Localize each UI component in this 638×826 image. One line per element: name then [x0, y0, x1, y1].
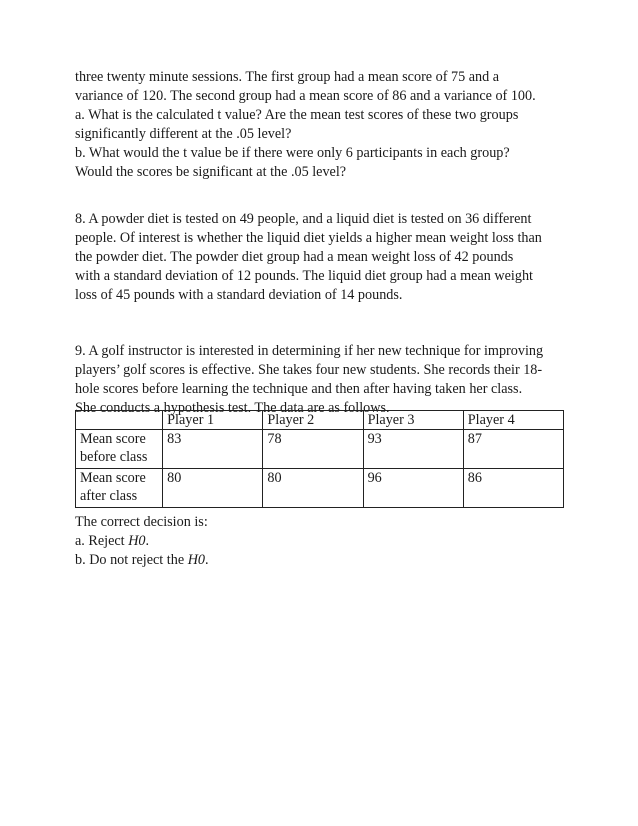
question-7-line: Would the scores be significant at the .05 level?: [75, 164, 347, 180]
question-8-line: loss of 45 pounds with a standard deviation of 14 pounds.: [75, 287, 403, 303]
table-header-cell: [76, 411, 163, 430]
question-9-line: 9. A golf instructor is interested in determining if her new technique for improving: [75, 343, 544, 359]
question-7-line: significantly different at the .05 level?: [75, 126, 292, 142]
row-label-line: after class: [80, 488, 138, 504]
question-7-line: three twenty minute sessions. The first group had a mean score of 75 and a: [75, 69, 500, 85]
table-row: [76, 430, 564, 469]
null-hypothesis-term: H0: [128, 533, 146, 549]
question-7-continuation: [75, 68, 575, 182]
table-header-cell: Player 3: [363, 411, 463, 430]
table-cell: 87: [463, 430, 563, 469]
table-cell: 93: [363, 430, 463, 469]
option-b-prefix: b. Do not reject the: [75, 552, 188, 568]
option-a-suffix: .: [145, 533, 150, 549]
table-cell: 86: [463, 469, 563, 508]
null-hypothesis-term: H0: [187, 552, 206, 568]
question-7-line: b. What would the t value be if there were only 6 participants in each group?: [75, 145, 510, 161]
question-7-line: variance of 120. The second group had a mean score of 86 and a variance of 100.: [75, 88, 536, 104]
question-8: [75, 210, 575, 305]
question-9: [75, 342, 575, 418]
table-cell: 80: [163, 469, 263, 508]
table-row: [76, 469, 564, 508]
table-cell: 80: [263, 469, 363, 508]
option-a-prefix: a. Reject: [75, 533, 129, 549]
row-label-cell: [76, 430, 163, 469]
decision-option-b: [75, 551, 575, 570]
option-b-suffix: .: [205, 552, 209, 568]
row-label-cell: [76, 469, 163, 508]
row-label-line: Mean score: [80, 431, 146, 447]
question-8-line: 8. A powder diet is tested on 49 people, and a liquid diet is tested on 36 different: [75, 211, 532, 227]
question-8-line: the powder diet. The powder diet group had a mean weight loss of 42 pounds: [75, 249, 514, 265]
question-7-line: a. What is the calculated t value? Are the mean test scores of these two groups: [75, 107, 519, 123]
table-header-row: [76, 411, 564, 430]
row-label-line: before class: [80, 449, 148, 465]
row-label-line: Mean score: [80, 470, 146, 486]
table-cell: 78: [263, 430, 363, 469]
question-9-line: She conducts a hypothesis test. The data are as follows.: [75, 400, 390, 416]
table-header-cell: Player 4: [463, 411, 563, 430]
table-header-cell: Player 1: [163, 411, 263, 430]
table-cell: 96: [363, 469, 463, 508]
question-9-line: hole scores before learning the technique and then after having taken her class.: [75, 381, 523, 397]
table-cell: 83: [163, 430, 263, 469]
question-8-line: with a standard deviation of 12 pounds. The liquid diet group had a mean weight: [75, 268, 533, 284]
decision-prompt: The correct decision is:: [75, 514, 208, 530]
question-8-line: people. Of interest is whether the liquid diet yields a higher mean weight loss than: [75, 230, 542, 246]
decision-option-a: [75, 532, 575, 551]
decision-block: [75, 513, 575, 570]
golf-scores-table: [75, 410, 564, 508]
table-header-cell: Player 2: [263, 411, 363, 430]
question-9-line: players’ golf scores is effective. She takes four new students. She records their 18-: [75, 362, 543, 378]
